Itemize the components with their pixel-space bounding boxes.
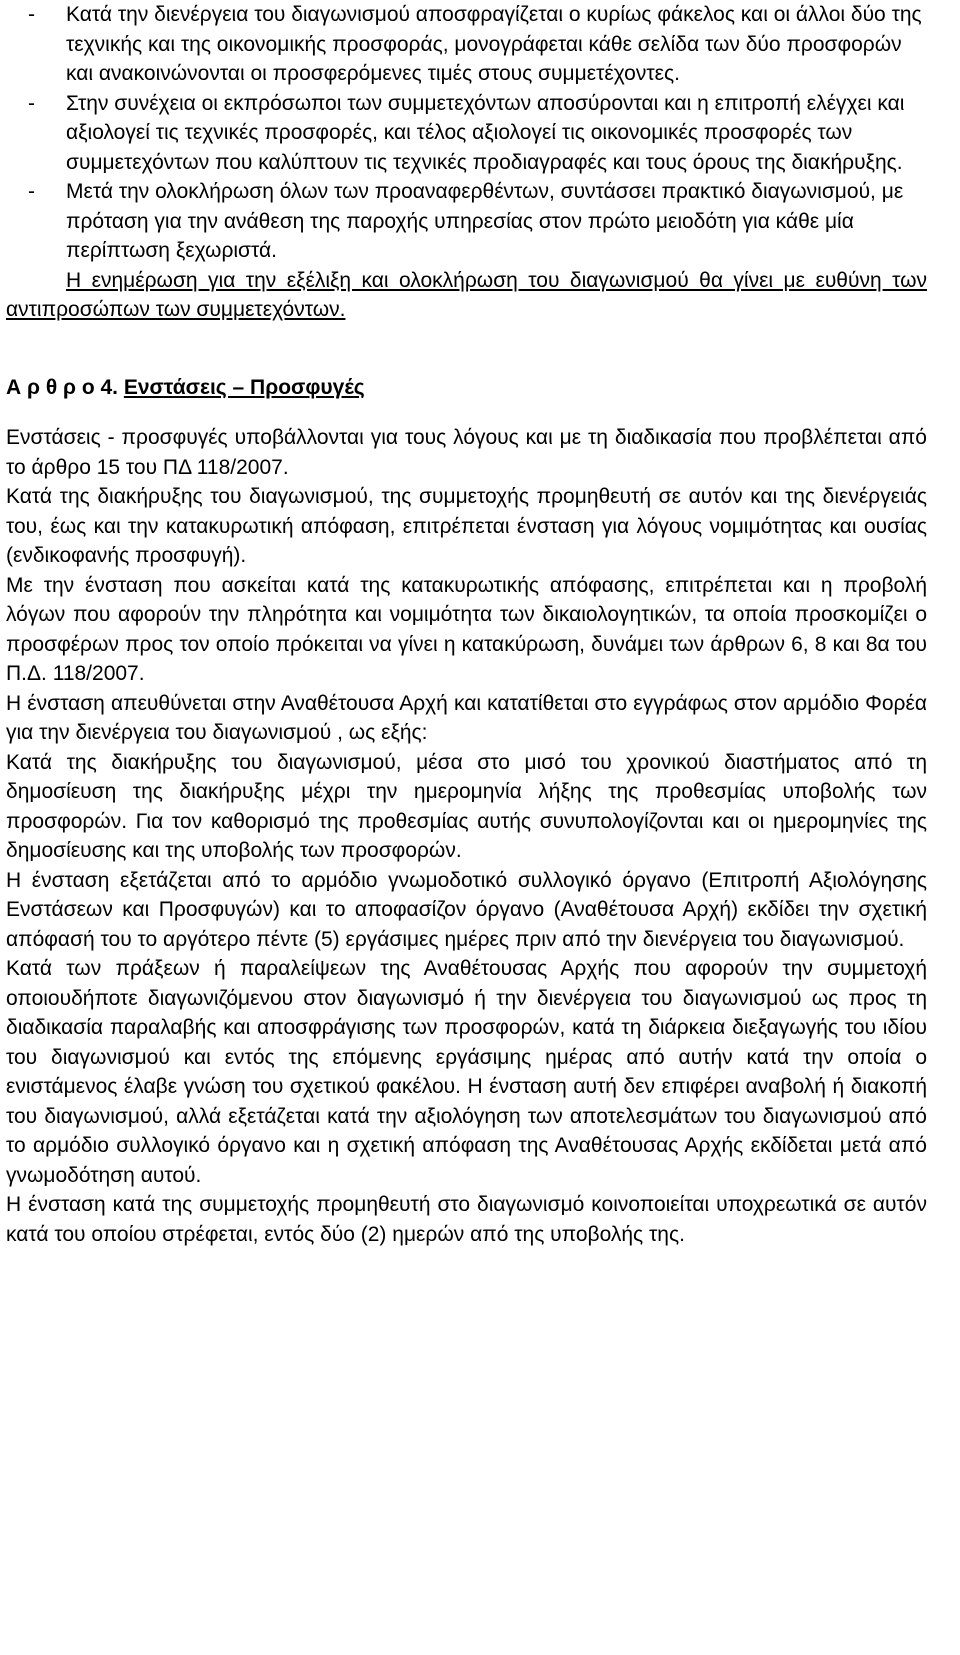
procedure-list — [6, 0, 927, 266]
article-heading — [6, 373, 927, 403]
list-item-text: Κατά την διενέργεια του διαγωνισμού αποσφραγίζεται ο κυρίως φάκελος και οι άλλοι δύο της τεχνικής και της οικονομικής προσφοράς, μονογράφεται κάθε σελίδα των δύο προσφορών και ανακοινώνονται οι προσφερόμενες τιμές στους συμμετέχοντες. — [66, 3, 922, 85]
underlined-note: Η ενημέρωση για την εξέλιξη και ολοκλήρωση του διαγωνισμού θα γίνει με ευθύνη των αντιπροσώπων των συμμετεχόντων. — [6, 268, 927, 321]
article-body — [6, 423, 927, 1249]
paragraph: Η ένσταση εξετάζεται από το αρμόδιο γνωμοδοτικό συλλογικό όργανο (Επιτροπή Αξιολόγησης Ενστάσεων και Προσφυγών) και το αποφασίζον όργανο (Αναθέτουσα Αρχή) εκδίδει την σχετική απόφασή του το αργότερο πέντε (5) εργάσιμες ημέρες πριν από την διενέργεια του διαγωνισμού. — [6, 868, 927, 951]
paragraph: Κατά της διακήρυξης του διαγωνισμού, μέσα στο μισό του χρονικού διαστήματος από τη δημοσίευση της διακήρυξης μέχρι την ημερομηνία λήξης της προθεσμίας υποβολής των προσφορών. Για τον καθορισμό της προθεσμίας αυτής συνυπολογίζονται και οι ημερομηνίες της δημοσίευσης και της υποβολής των προσφορών. — [6, 750, 927, 862]
list-dash: - — [28, 3, 35, 26]
paragraph: Κατά των πράξεων ή παραλείψεων της Αναθέτουσας Αρχής που αφορούν την συμμετοχή οποιουδήποτε διαγωνιζόμενου στον διαγωνισμό ή την διενέργεια του διαγωνισμού ως προς τη διαδικασία παραλαβής και αποσφράγισης των προσφορών, κατά τη διάρκεια διεξαγωγής του ιδίου του διαγωνισμού και εντός της επόμενης εργάσιμης ημέρας από αυτήν κατά την οποία ο ενιστάμενος έλαβε γνώση του σχετικού φακέλου. Η ένσταση αυτή δεν επιφέρει αναβολή ή διακοπή του διαγωνισμού, αλλά εξετάζεται κατά την αξιολόγηση των αποτελεσμάτων του διαγωνισμού από το αρμόδιο συλλογικό όργανο και η σχετική απόφαση της Αναθέτουσας Αρχής εκδίδεται μετά από γνωμοδότηση αυτού. — [6, 957, 927, 1187]
paragraph: Η ένσταση κατά της συμμετοχής προμηθευτή στο διαγωνισμό κοινοποιείται υποχρεωτικά σε αυτόν κατά του οποίου στρέφεται, εντός δύο (2) ημερών από της υποβολής της. — [6, 1193, 927, 1246]
paragraph: Κατά της διακήρυξης του διαγωνισμού, της συμμετοχής προμηθευτή σε αυτόν και της διενέργειάς του, έως και την κατακυρωτική απόφαση, επιτρέπεται ένσταση για λόγους νομιμότητας και ουσίας (ενδικοφανής προσφυγή). — [6, 485, 927, 567]
list-item — [6, 89, 927, 178]
list-item — [6, 177, 927, 266]
list-dash: - — [28, 180, 35, 203]
list-item — [6, 0, 927, 89]
paragraph: Η ένσταση απευθύνεται στην Αναθέτουσα Αρχή και κατατίθεται στο εγγράφως στον αρμόδιο Φορέα για την διενέργεια του διαγωνισμού , ως εξής: — [6, 691, 927, 744]
paragraph: Ενστάσεις - προσφυγές υποβάλλονται για τους λόγους και με τη διαδικασία που προβλέπεται από το άρθρο 15 του ΠΔ 118/2007. — [6, 426, 927, 479]
paragraph: Με την ένσταση που ασκείται κατά της κατακυρωτικής απόφασης, επιτρέπεται και η προβολή λόγων που αφορούν την πληρότητα και νομιμότητα των δικαιολογητικών, τα οποία προσκομίζει ο προσφέρων προς τον οποίο πρόκειται να γίνει η κατακύρωση, δυνάμει των άρθρων 6, 8 και 8α του Π.Δ. 118/2007. — [6, 573, 927, 685]
list-dash: - — [28, 91, 35, 115]
list-item-text: Μετά την ολοκλήρωση όλων των προαναφερθέντων, συντάσσει πρακτικό διαγωνισμού, με πρόταση για την ανάθεση της παροχής υπηρεσίας στον πρώτο μειοδότη για κάθε μία περίπτωση ξεχωριστά. — [66, 180, 904, 262]
list-item-text: Στην συνέχεια οι εκπρόσωποι των συμμετεχόντων αποσύρονται και η επιτροπή ελέγχει και αξιολογεί τις τεχνικές προσφορές, και τέλος αξιολογεί τις οικονομικές προσφορές των συμμετεχόντων που καλύπτουν τις τεχνικές προδιαγραφές και τους όρους της διακήρυξης. — [66, 91, 905, 174]
article-number: Α ρ θ ρ ο 4. — [6, 375, 119, 399]
article-title: Ενστάσεις – Προσφυγές — [123, 375, 365, 399]
